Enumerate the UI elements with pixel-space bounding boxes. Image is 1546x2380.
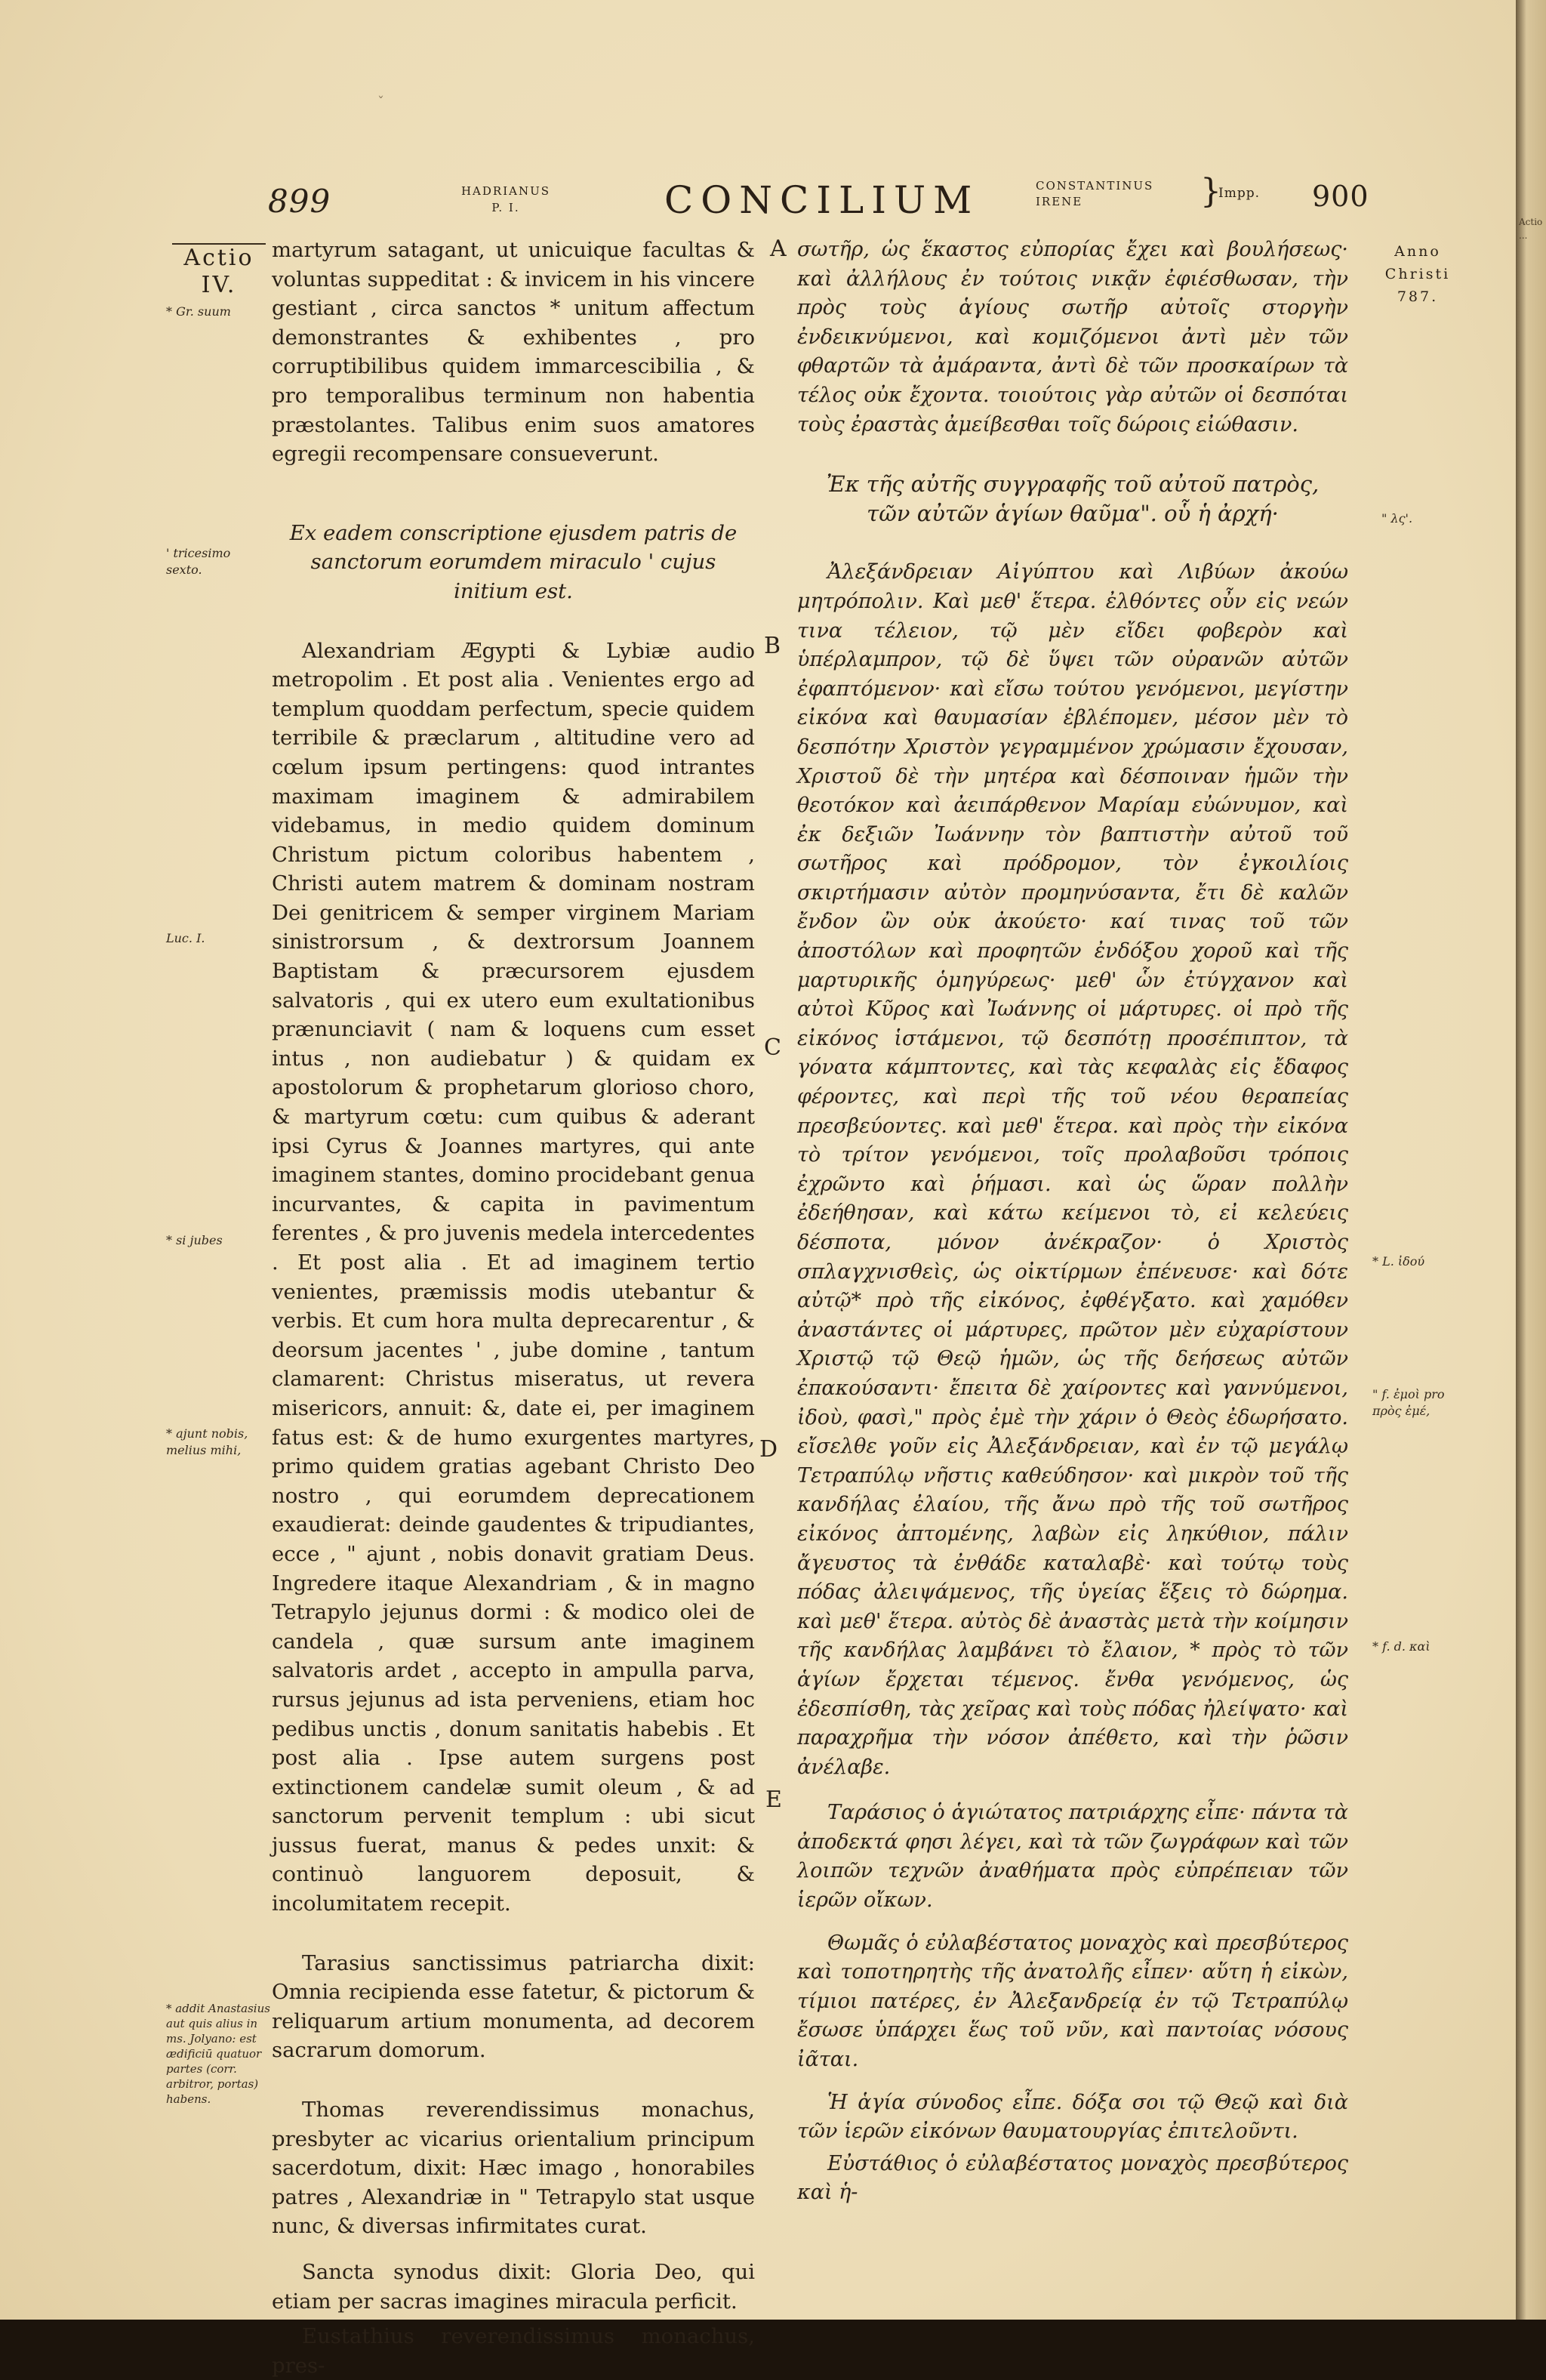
latin-paragraph-5: Sancta synodus dixit: Gloria Deo, qui etiam per sacras imagines miracula perficit. [272,2260,755,2314]
right-running-head [1036,178,1153,210]
left-running-head [453,183,559,216]
greek-paragraph-4: Θωμᾶς ὁ εὐλαβέστατος μοναχὸς καὶ πρεσβύτερος καὶ τοποτηρητὴς τῆς ἀνατολῆς εἶπεν· αὕτη ἡ εἰκὼν, τίμιοι πατέρες, ἐν Ἀλεξανδρείᾳ ἐν τῷ Τετραπύλῳ ἔσωσε ὑπάρχει ἕως τοῦ νῦν, καὶ παντοίας νόσους ἰᾶται. [797,1931,1348,2072]
latin-heading: Ex eadem conscriptione ejusdem patris de sanctorum eorumdem miraculo ' cujus initium est. [289,520,738,603]
anno-christi [1372,240,1463,308]
margin-note-tricesimo: ' tricesimo sexto. [166,546,231,577]
section-letter-b: B [764,633,781,659]
page-title: CONCILIUM [664,178,980,222]
greek-paragraph-6: Εὐστάθιος ὁ εὐλαβέστατος μοναχὸς πρεσβύτερος καὶ ἡ- [797,2151,1348,2205]
anno-year: 787. [1397,288,1439,305]
running-name-constantinus: CONSTANTINUS [1036,179,1154,193]
actio-word: Actio [183,245,254,271]
latin-paragraph-4: Thomas reverendissimus monachus, presbyter ac vicarius orientalium principum sacerdotum, dixit: Hæc imago , honorabiles patres , Alexandriæ in " Tetrapylo stat usque nunc, & diversas infirmitates curat. [272,2098,755,2239]
greek-paragraph-3: Ταράσιος ὁ ἁγιώτατος πατριάρχης εἶπε· πάντα τὰ ἀποδεκτά φησι λέγει, καὶ τὰ τῶν ζωγράφων καὶ τῶν λοιπῶν τεχνῶν ἀναθήματα πρὸς εὐπρέπειαν τῶν ἱερῶν οἴκων. [797,1801,1348,1913]
facing-page-text: Actio ... [1519,217,1543,241]
greek-paragraph-1: σωτῆρ, ὡς ἕκαστος εὐπορίας ἔχει καὶ βουλήσεως· καὶ ἀλλήλους ἐν τούτοις νικᾷν ἐφιέσθωσαν, τὴν πρὸς τοὺς ἁγίους σωτῆρ αὐτοῖς στοργὴν ἐνδεικνύμενοι, καὶ κομιζόμενοι ἀντὶ μὲν τῶν φθαρτῶν τὰ ἀμάραντα, ἀντὶ δὲ τῶν προσκαίρων τὰ τέλος οὐκ ἔχοντα. τοιούτοις γὰρ αὐτῶν οἱ δεσπόται τοὺς ἐραστὰς ἀμείβεσθαι τοῖς δώροις εἰώθασιν. [797,238,1348,436]
running-name-irene: IRENE [1036,195,1083,208]
section-letter-d: D [759,1436,778,1463]
latin-paragraph-3: Tarasius sanctissimus patriarcha dixit: Omnia recipienda esse fatetur, & pictorum & reliquarum artium monumenta, ad decorem sacrarum domorum. [272,1950,755,2063]
greek-paragraph-5: Ἡ ἁγία σύνοδος εἶπε. δόξα σοι τῷ Θεῷ καὶ διὰ τῶν ἱερῶν εἰκόνων θαυματουργίας ἐπιτελοῦντι. [797,2090,1348,2144]
margin-note-f-d-kai: * f. d. καὶ [1372,1639,1431,1654]
margin-note-si-jubes: * si jubes [166,1233,223,1247]
running-name-pope: P. I. [491,201,520,214]
page-speck: ˇ [377,94,384,110]
greek-paragraph-2: Ἀλεξάνδρειαν Αἰγύπτου καὶ Λιβύων ἀκούω μητρόπολιν. Καὶ μεθ' ἕτερα. ἐλθόντες οὖν εἰς νεών τινα τέλειον, τῷ μὲν εἴδει φοβερὸν καὶ ὑπέρλαμπρον, τῷ δὲ ὕψει τῶν οὐρανῶν αὐτῶν ἐφαπτόμενον· καὶ εἴσω τούτου γενόμενοι, μεγίστην εἰκόνα καὶ θαυμασίαν ἐβλέπομεν, μέσον μὲν τὸ δεσπότην Χριστὸν γεγραμμένον χρώμασιν ἔχουσαν, Χριστοῦ δὲ τὴν μητέρα καὶ δέσποιναν ἡμῶν τὴν θεοτόκον καὶ ἀειπάρθενον Μαρίαμ εὐώνυμον, καὶ ἐκ δεξιῶν Ἰωάννην τὸν βαπτιστὴν αὐτοῦ τοῦ σωτῆρος καὶ πρόδρομον, τὸν ἐγκοιλίοις σκιρτήμασιν αὐτὸν προμηνύσαντα, ἔτι δὲ καλῶν ἔνδον ὢν οὐκ ἀκούετο· καί τινας τοῦ τῶν ἀποστόλων καὶ προφητῶν ἐνδόξου χοροῦ καὶ τῆς μαρτυρικῆς ὁμηγύρεως· μεθ' ὧν ἐτύγχανον καὶ αὐτοὶ Κῦρος καὶ Ἰωάννης οἱ μάρτυρες. οἱ πρὸ τῆς εἰκόνος ἱστάμενοι, τῷ δεσπότῃ προσέπιπτον, τὰ γόνατα κάμπτοντες, καὶ τὰς κεφαλὰς εἰς ἔδαφος φέροντες, καὶ περὶ τῆς τοῦ νέου θεραπείας πρεσβεύοντες. καὶ μεθ' ἕτερα. καὶ πρὸς τὴν εἰκόνα τὸ τρίτον γενόμενοι, τοῖς προλαβοῦσι τρόποις ἐχρῶντο καὶ ῥήμασι. καὶ ὡς ὥραν πολλὴν ἐδεήθησαν, καὶ κάτω κείμενοι τὸ, εἰ κελεύεις δέσποτα, μόνον ἀνέκραζον· ὁ Χριστὸς σπλαγχνισθεὶς, ὡς οἰκτίρμων ἐπένευσε· καὶ δότε αὐτῷ* πρὸ τῆς εἰκόνος, ἐφθέγξατο. καὶ χαμόθεν ἀναστάντες οἱ μάρτυρες, πρῶτον μὲν εὐχαρίστουν Χριστῷ τῷ Θεῷ ἡμῶν, ὡς τῆς δεήσεως αὐτῶν ἐπακούσαντι· ἔπειτα δὲ χαίροντες καὶ γαννύμενοι, ἰδοὺ, φασὶ," πρὸς ἐμὲ τὴν χάριν ὁ Θεὸς ἐδωρήσατο. εἴσελθε γοῦν εἰς Ἀλεξάνδρειαν, καὶ ἐν τῷ μεγάλῳ Τετραπύλῳ νῆστις καθεύδησον· καὶ μικρὸν τοῦ τῆς κανδήλας ἐλαίου, τῆς ἄνω πρὸ τῆς τοῦ σωτῆρος εἰκόνος ἀπτομένης, λαβὼν εἰς ληκύθιον, πάλιν ἄγευστος τὰ ἐνθάδε καταλαβὲ· καὶ τούτῳ τοὺς πόδας ἀλειψάμενος, τῆς ὑγείας ἕξεις τὸ δώρημα. καὶ μεθ' ἕτερα. αὐτὸς δὲ ἀναστὰς μετὰ τὴν κοίμησιν τῆς κανδήλας λαμβάνει τὸ ἔλαιον, * πρὸς τὸ τῶν ἁγίων ἔρχεται τέμενος. ἔνθα γενόμενος, ὡς ἐδεσπίσθη, τὰς χεῖρας καὶ τοὺς πόδας ἠλείψατο· καὶ παραχρῆμα τὴν νόσον ἀπέθετο, καὶ τὴν ῥῶσιν ἀνέλαβε. [797,560,1348,1779]
margin-note-gr-suum: * Gr. suum [166,304,231,319]
greek-column [797,236,1348,2208]
actio-label [166,243,272,299]
section-letter-c: C [764,1034,781,1061]
anno-label: Anno [1394,243,1441,260]
latin-column [272,236,755,2380]
section-letter-e: E [765,1787,782,1813]
section-letter-a: A [770,236,787,262]
margin-note-luc: Luc. I. [166,931,205,945]
latin-paragraph-6: Eustathius reverendissimus monachus, pres- [272,2324,755,2378]
running-label-impp: Impp. [1218,186,1261,201]
greek-heading: Ἐκ τῆς αὐτῆς συγγραφῆς τοῦ αὐτοῦ πατρὸς, τῶν αὐτῶν ἁγίων θαῦμα". οὗ ἡ ἀρχή· [826,471,1320,526]
actio-number: IV. [201,272,237,298]
running-name-hadrianus: HADRIANUS [460,184,551,198]
margin-note-l-idou: * L. ἰδού [1372,1254,1425,1269]
left-page-number: 899 [268,183,331,220]
facing-page-edge [1516,0,1546,2320]
latin-paragraph-1: martyrum satagant, ut unicuique facultas & voluntas suppeditat : & invicem in his vincere gestiant , circa sanctos * unitum affectum demonstrantes & exhibentes , pro corruptibilibus quidem immarcescibilia , & pro temporalibus terminum non habentia præstolantes. Talibus enim suos amatores egregii recompensare consueverunt. [272,238,755,467]
christi-label: Christi [1384,266,1451,282]
latin-paragraph-2: Alexandriam Ægypti & Lybiæ audio metropolim . Et post alia . Venientes ergo ad templum quoddam perfectum, specie quidem terribile & præclarum , altitudine vero ad cœlum ipsum pertingens: quod intrantes maximam imaginem & admirabilem videbamus, in medio quidem dominum Christum pictum coloribus habentem , Christi autem matrem & dominam nostram Dei genitricem & semper virginem Mariam sinistrorsum , & dextrorsum Joannem Baptistam & præcursorem ejusdem salvatoris , qui ex utero eum exultationibus prænunciavit ( nam & loquens cum esset intus , non audiebatur ) & quidam ex apostolorum & prophetarum glorioso choro, & martyrum cœtu: cum quibus & aderant ipsi Cyrus & Joannes martyres, qui ante imaginem stantes, domino procidebant genua incurvantes, & capita in pavimentum ferentes , & pro juvenis medela intercedentes . Et post alia . Et ad imaginem tertio venientes, præmissis modis utebantur & verbis. Et cum hora multa deprecarentur , & deorsum jacentes ' , jube domine , tantum clamarent: Christus miseratus, ut revera misericors, annuit: &, date ei, per imaginem fatus est: & de humo exurgentes martyres, primo quidem gratias agebant Christo Deo nostro , qui eorumdem deprecationem exaudierat: deinde gaudentes & tripudiantes, ecce , " ajunt , nobis donavit gratiam Deus. Ingredere itaque Alexandriam , & in magno Tetrapylo jejunus dormi : & modico olei de candela , quæ sursum ante imaginem salvatoris ardet , accepto in ampulla parva, rursus jejunus ad ista perveniens, etiam hoc pedibus unctis , donum sanitatis habebis . Et post alia . Ipse autem surgens post extinctionem candelæ sumit oleum , & ad sanctorum pervenit templum : ubi sicut jussus fuerat, manus & pedes unxit: & continuò languorem deposuit, & incolumitatem recepit. [272,638,755,1916]
margin-note-f-emoi: " f. ἐμοὶ pro πρὸς ἐμέ, [1372,1387,1445,1418]
margin-note-ls: " λς'. [1381,511,1413,526]
margin-note-anastasius: * addit Anastasius aut quis alius in ms. Jolyano: est ædificiū quatuor partes (corr. arbitror, portas) habens. [166,2002,270,2106]
margin-note-ajunt: * ajunt nobis, melius mihi, [166,1426,248,1457]
right-page-number: 900 [1312,180,1369,213]
header-brace: } [1200,172,1221,211]
